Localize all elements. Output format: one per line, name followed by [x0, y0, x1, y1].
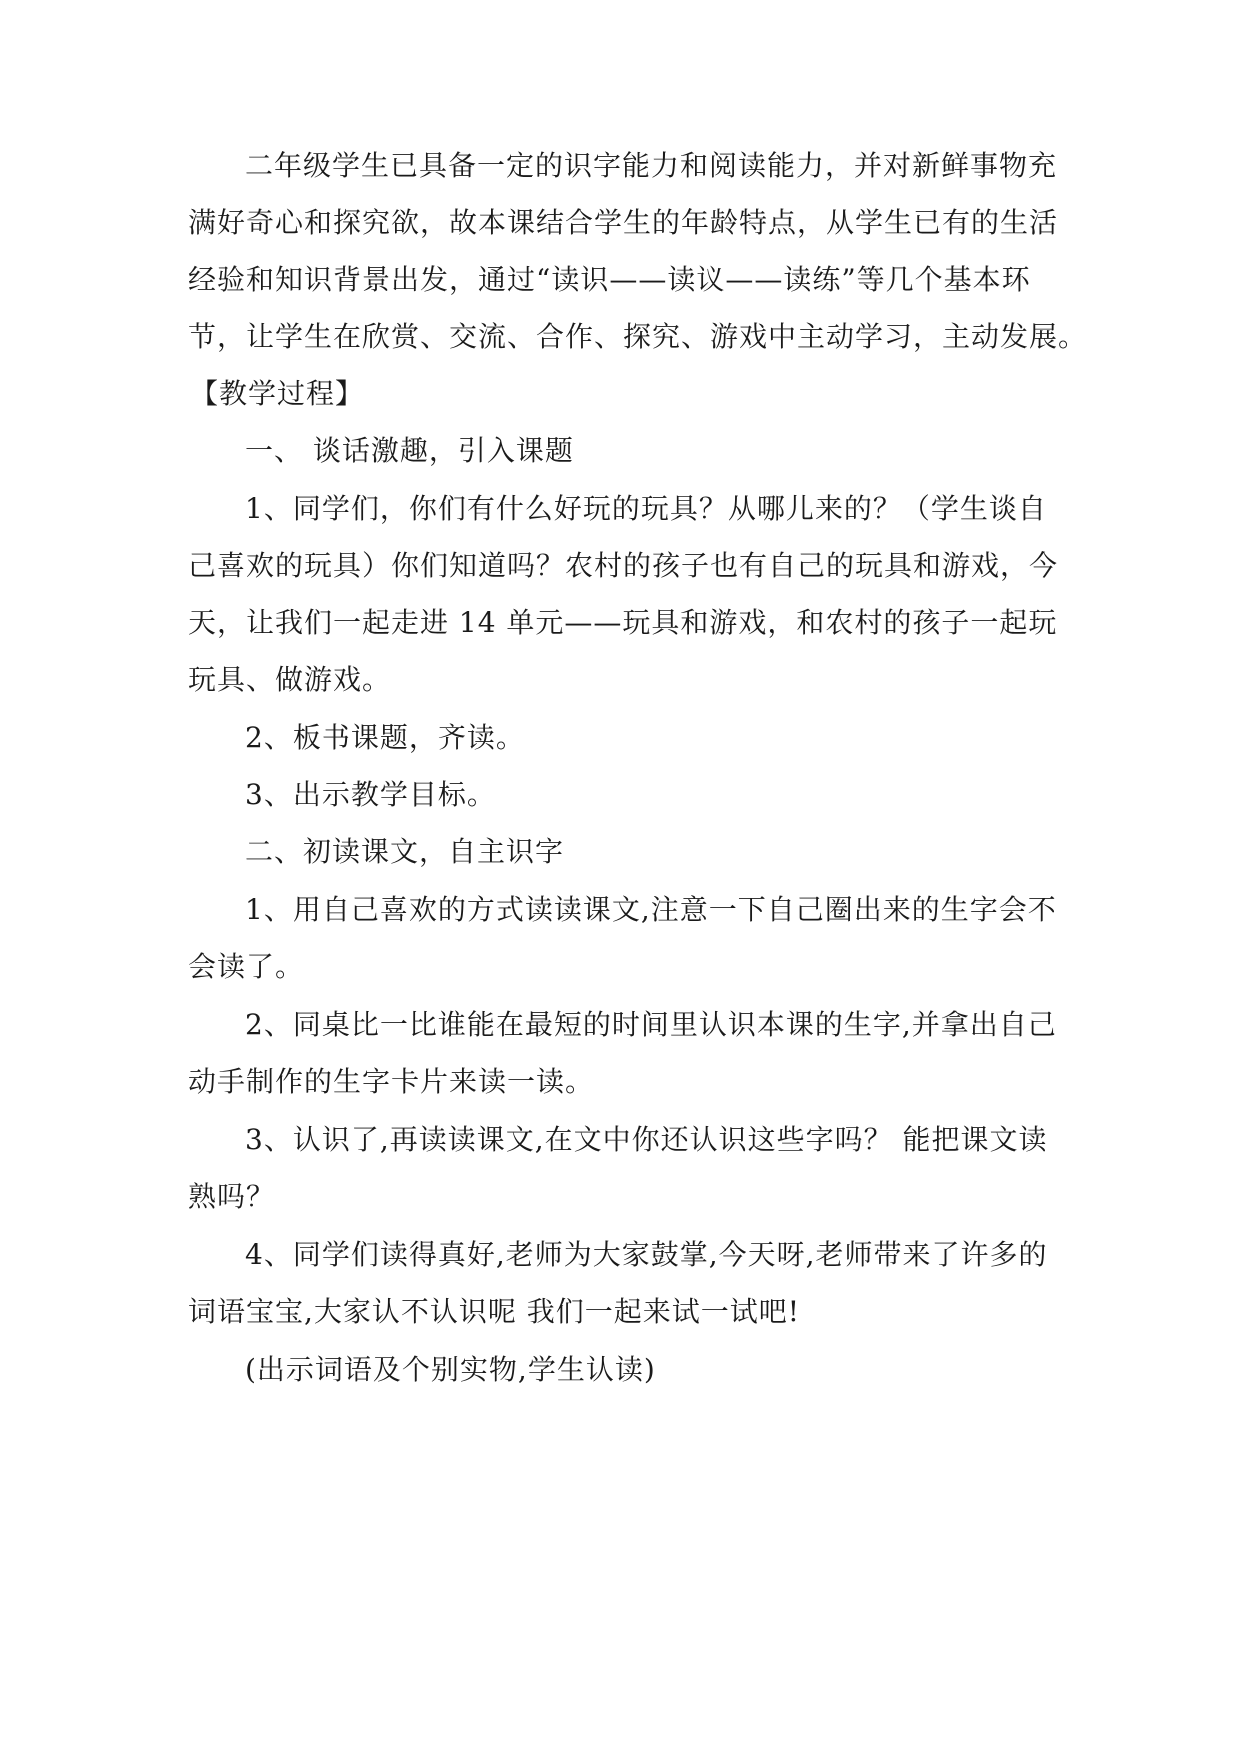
s2-item1-line-2: 会读了。 [188, 950, 305, 983]
s2-item2-line-2: 动手制作的生字卡片来读一读。 [188, 1065, 595, 1098]
s2-item4-line-2: 词语宝宝,大家认不认识呢 我们一起来试一试吧! [188, 1295, 801, 1328]
intro-line-3: 经验和知识背景出发，通过“读识——读议——读练”等几个基本环 [188, 263, 1031, 296]
s1-item2: 2、板书课题，齐读。 [245, 721, 525, 754]
s2-item4-line-1: 4、同学们读得真好,老师为大家鼓掌,今天呀,老师带来了许多的 [245, 1238, 1048, 1271]
process-heading: 【教学过程】 [190, 377, 365, 410]
s1-item1-line-1: 1、同学们，你们有什么好玩的玩具？从哪儿来的？（学生谈自 [245, 492, 1047, 525]
intro-line-1: 二年级学生已具备一定的识字能力和阅读能力，并对新鲜事物充 [245, 149, 1058, 182]
s1-item1-line-2: 己喜欢的玩具）你们知道吗？农村的孩子也有自己的玩具和游戏，今 [188, 549, 1059, 582]
s2-item1-line-1: 1、用自己喜欢的方式读读课文,注意一下自己圈出来的生字会不 [245, 893, 1057, 926]
s2-note: (出示词语及个别实物,学生认读) [245, 1353, 656, 1386]
s1-item3: 3、出示教学目标。 [245, 778, 496, 811]
intro-line-2: 满好奇心和探究欲，故本课结合学生的年龄特点，从学生已有的生活 [188, 206, 1059, 239]
s2-item3-line-1: 3、认识了,再读读课文,在文中你还认识这些字吗？ 能把课文读 [245, 1123, 1048, 1156]
s2-item3-line-2: 熟吗？ [188, 1180, 276, 1213]
s2-item2-line-1: 2、同桌比一比谁能在最短的时间里认识本课的生字,并拿出自己 [245, 1008, 1057, 1041]
section-2-title: 二、初读课文，自主识字 [245, 835, 565, 868]
s1-item1-line-3: 天，让我们一起走进 14 单元——玩具和游戏，和农村的孩子一起玩 [188, 606, 1058, 639]
s1-item1-line-4: 玩具、做游戏。 [188, 663, 392, 696]
section-1-title: 一、 谈话激趣，引入课题 [245, 434, 574, 467]
intro-line-4: 节，让学生在欣赏、交流、合作、探究、游戏中主动学习，主动发展。 [188, 320, 1088, 353]
